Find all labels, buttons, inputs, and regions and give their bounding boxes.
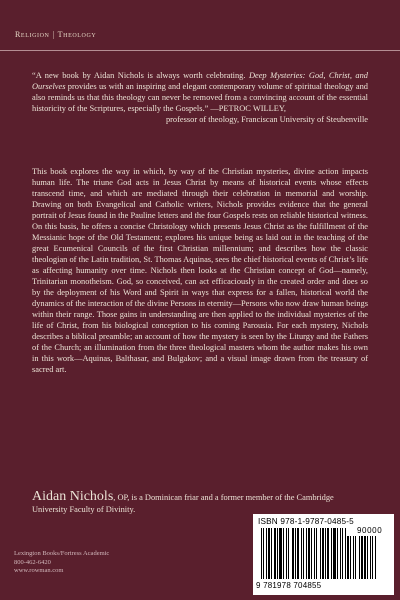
barcode-bar bbox=[268, 528, 270, 579]
barcode-bar bbox=[367, 536, 368, 579]
barcode-bar bbox=[359, 536, 360, 579]
barcode-bar bbox=[320, 528, 321, 579]
barcode-bar bbox=[355, 536, 356, 579]
barcode-addon-bars bbox=[345, 536, 388, 579]
category-label bbox=[15, 30, 96, 39]
category-separator: | bbox=[52, 30, 55, 39]
quote-attribution: professor of theology, Franciscan University of Steubenville bbox=[165, 115, 368, 124]
header-rule bbox=[0, 50, 400, 51]
author-bio bbox=[32, 490, 368, 515]
isbn-barcode bbox=[253, 514, 394, 595]
quote-text-b: provides us with an inspiring and elegant contemporary volume of spiritual theology and also reminds us that this theology can never be removed from a convincing account of the essential historicity of the Scriptures, especially the Gospels.” —PETROC WILLEY, bbox=[32, 82, 368, 113]
barcode-bar bbox=[297, 528, 299, 579]
barcode-bar bbox=[263, 528, 264, 579]
barcode-bar bbox=[375, 536, 376, 579]
barcode-bar bbox=[271, 528, 272, 579]
barcode-bar bbox=[277, 528, 278, 579]
publisher-name: Lexington Books/Fortress Academic bbox=[14, 550, 110, 557]
barcode-bar bbox=[337, 528, 338, 579]
publisher-website: www.rowman.com bbox=[14, 567, 64, 574]
barcode-bar bbox=[301, 528, 302, 579]
barcode-bar bbox=[350, 536, 351, 579]
publisher-info bbox=[14, 550, 109, 576]
barcode-bar bbox=[361, 536, 363, 579]
barcode-bar bbox=[292, 528, 294, 579]
barcode-bar bbox=[353, 536, 354, 579]
barcode-bar bbox=[261, 528, 262, 579]
barcode-bar bbox=[372, 536, 373, 579]
barcode-bar bbox=[316, 528, 317, 579]
author-name: Aidan Nichols bbox=[32, 489, 114, 504]
barcode-bar bbox=[288, 528, 289, 579]
category-theology: Theology bbox=[57, 30, 97, 39]
category-religion: Religion bbox=[15, 30, 50, 39]
barcode-bar bbox=[347, 536, 349, 579]
barcode-bar bbox=[308, 528, 310, 579]
barcode-bar bbox=[331, 528, 332, 579]
endorsement-quote bbox=[32, 70, 368, 125]
barcode-bar bbox=[266, 528, 267, 579]
barcode-bar bbox=[325, 528, 326, 579]
barcode-bar bbox=[279, 528, 282, 579]
barcode-bars bbox=[261, 528, 339, 579]
isbn-label: ISBN 978-1-9787-0485-5 bbox=[258, 517, 354, 526]
publisher-phone: 800-462-6420 bbox=[14, 558, 51, 566]
barcode-bar bbox=[340, 528, 341, 579]
price-code: 90000 bbox=[357, 526, 383, 535]
author-bio-text: , OP, is a Dominican friar and a former member of the Cambridge University Faculty of Divinity. bbox=[32, 493, 334, 514]
barcode-bar bbox=[303, 528, 304, 579]
barcode-bar bbox=[295, 528, 296, 579]
barcode-bar bbox=[364, 536, 366, 579]
barcode-bar bbox=[345, 536, 346, 579]
book-description: This book explores the way in which, by way of the Christian mysteries, divine action impacts human life. The triune God acts in Jesus Christ by means of historical events whose effects transcend time, and which are mediated through their celebration in memorial and worship. Drawing on both Evangelical and Catholic writers, Nichols provides evidence that the general portrait of Jesus found in the Pauline letters and the four Gospels rests on reliable historical witness. On this basis, he offers a concise Christology which presents Jesus Christ as the fulfillment of the Messianic hope of the Old Testament; explores his unique being as laid out in the teaching of the great Ecumenical Councils of the first Christian millennium; and describes how the classic theologian of the Latin tradition, St. Thomas Aquinas, sees the chief historical events of Christ’s life as affecting humanity over time. Nichols then looks at the Christian concept of God—namely, Trinitarian monotheism. God, so conceived, can act efficaciously in the created order and does so by the deployment of his Word and Spirit in ways that express for a fallen, historical world the dynamics of the interaction of the divine Persons in eternity—Persons who now draw human beings within their range. Those gains in understanding are then applied to the individual mysteries of the life of Christ, from his biological conception to his coming Parousia. For each mystery, Nichols describes a biblical preamble; an account of how the mystery is seen by the Liturgy and the Fathers of the Church; an illumination from the three theological masters whom the author makes his own in this work—Aquinas, Balthasar, and Bulgakov; and a visual image drawn from the treasury of sacred art. bbox=[32, 167, 368, 374]
barcode-bar bbox=[311, 528, 312, 579]
barcode-bar bbox=[314, 528, 315, 579]
quote-book-title: Deep Mysteries: God, Christ, and Ourselves bbox=[32, 71, 368, 91]
barcode-bar bbox=[274, 528, 276, 579]
barcode-bar bbox=[306, 528, 307, 579]
barcode-bar bbox=[333, 528, 336, 579]
quote-text-a: “A new book by Aidan Nichols is always worth celebrating. bbox=[32, 71, 249, 80]
barcode-bar bbox=[370, 536, 371, 579]
barcode-bar bbox=[286, 528, 287, 579]
barcode-bar bbox=[342, 528, 343, 579]
barcode-digits: 9 781978 704855 bbox=[256, 581, 322, 590]
barcode-bar bbox=[322, 528, 324, 579]
barcode-bar bbox=[283, 528, 284, 579]
barcode-bar bbox=[327, 528, 329, 579]
